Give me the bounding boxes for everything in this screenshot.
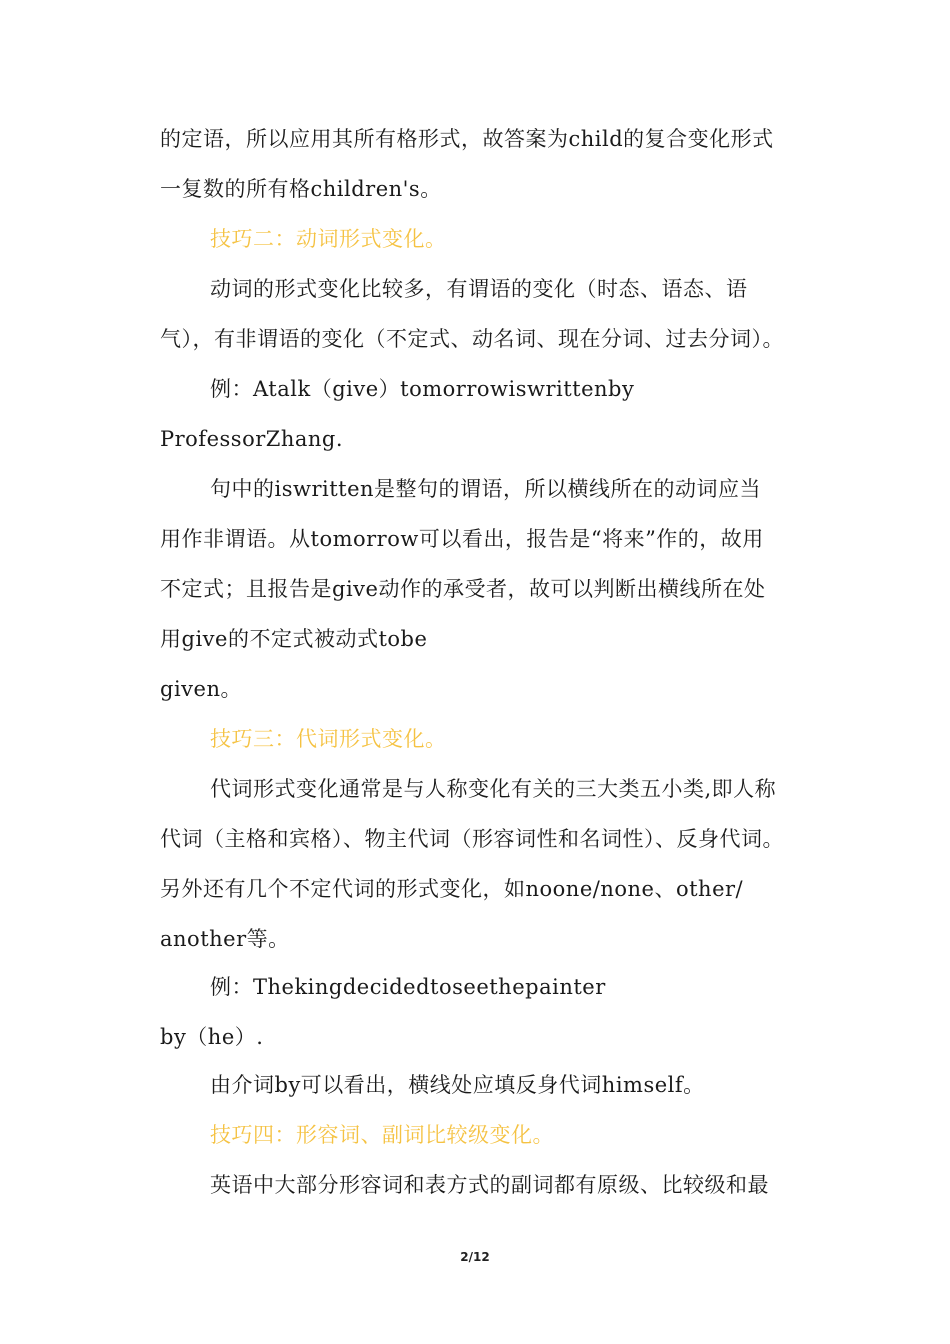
section-heading-comparatives: 技巧四：形容词、副词比较级变化。 xyxy=(210,1123,554,1147)
paragraph-line: 气），有非谓语的变化（不定式、动名词、现在分词、过去分词）。 xyxy=(160,327,784,351)
paragraph-line: 用作非谓语。从tomorrow可以看出，报告是“将来”作的，故用 xyxy=(160,527,764,551)
paragraph-line: 用give的不定式被动式tobe xyxy=(160,627,428,651)
section-heading-verb-forms: 技巧二：动词形式变化。 xyxy=(210,227,447,251)
paragraph-line: 句中的iswritten是整句的谓语，所以横线所在的动词应当 xyxy=(210,477,762,501)
example-line: by（he）. xyxy=(160,1025,264,1049)
paragraph-line: 动词的形式变化比较多，有谓语的变化（时态、语态、语 xyxy=(210,277,748,301)
paragraph-line: 英语中大部分形容词和表方式的副词都有原级、比较级和最 xyxy=(210,1173,769,1197)
paragraph-line: another等。 xyxy=(160,927,290,951)
example-line: 例：Atalk（give）tomorrowiswrittenby xyxy=(210,377,635,401)
paragraph-line: given。 xyxy=(160,677,242,701)
paragraph-line: 不定式；且报告是give动作的承受者，故可以判断出横线所在处 xyxy=(160,577,766,601)
paragraph-line: 另外还有几个不定代词的形式变化，如noone/none、other/ xyxy=(160,877,744,901)
paragraph-line: 由介词by可以看出，横线处应填反身代词himself。 xyxy=(210,1073,705,1097)
paragraph-line: 一复数的所有格children's。 xyxy=(160,177,442,201)
paragraph-line: 代词形式变化通常是与人称变化有关的三大类五小类,即人称 xyxy=(210,777,777,801)
section-heading-pronoun-forms: 技巧三：代词形式变化。 xyxy=(210,727,447,751)
paragraph-line: 的定语，所以应用其所有格形式，故答案为child的复合变化形式 xyxy=(160,127,774,151)
example-line: 例：Thekingdecidedtoseethepainter xyxy=(210,975,606,999)
paragraph-line: 代词（主格和宾格）、物主代词（形容词性和名词性）、反身代词。 xyxy=(160,827,784,851)
example-line: ProfessorZhang. xyxy=(160,427,344,451)
page-number: 2/12 xyxy=(460,1250,490,1264)
